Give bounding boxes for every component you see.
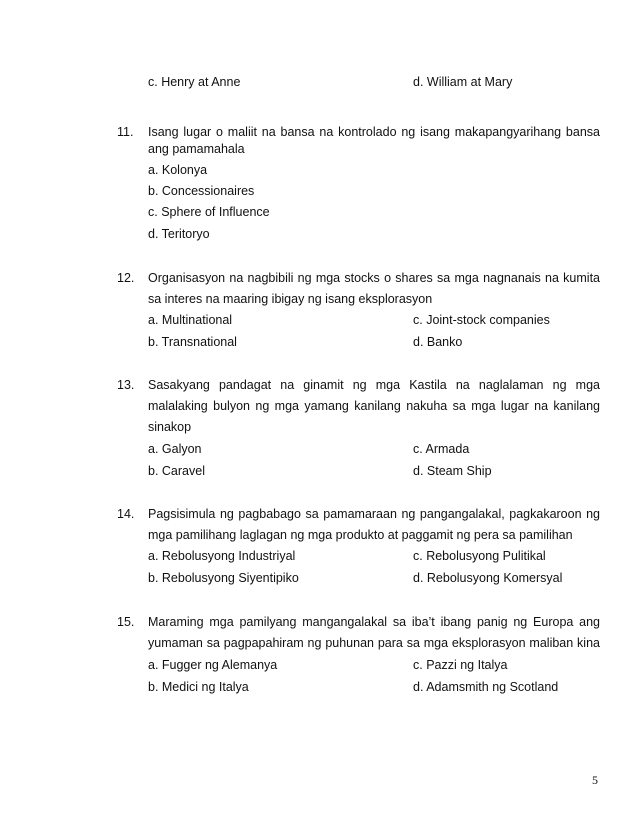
question-text: yumaman sa pagpapahiram ng puhunan para sa mga eksplorasyon maliban kina	[148, 636, 600, 650]
choice-c: c. Sphere of Influence	[148, 205, 270, 219]
choice-d: d. Banko	[413, 335, 463, 349]
choice-d: d. Teritoryo	[148, 227, 210, 241]
question-text: Organisasyon na nagbibili ng mga stocks o shares sa mga nagnanais na kumita	[148, 271, 600, 285]
question-text: Isang lugar o maliit na bansa na kontrolado ng isang makapangyarihang bansa	[148, 125, 600, 139]
choice-c: c. Joint-stock companies	[413, 313, 550, 327]
question-number: 13.	[117, 378, 135, 392]
page-number: 5	[592, 773, 598, 787]
question-number: 12.	[117, 271, 135, 285]
choice-b: b. Rebolusyong Siyentipiko	[148, 571, 299, 585]
choice-b: b. Transnational	[148, 335, 237, 349]
question-number: 15.	[117, 615, 135, 629]
question-text: ang pamamahala	[148, 142, 245, 156]
choice-d: d. Steam Ship	[413, 464, 492, 478]
question-text: malalaking bulyon ng mga yamang kanilang nakuha sa mga lugar na kanilang	[148, 399, 600, 413]
choice-a: a. Fugger ng Alemanya	[148, 658, 278, 672]
question-number: 11.	[117, 125, 134, 139]
choice-a: a. Multinational	[148, 313, 233, 327]
question-text: sinakop	[148, 420, 192, 434]
choice-a: a. Kolonya	[148, 163, 208, 177]
question-text: Pagsisimula ng pagbabago sa pamamaraan ng pangangalakal, pagkakaroon ng	[148, 507, 600, 521]
choice-c: c. Pazzi ng Italya	[413, 658, 508, 672]
question-text: Sasakyang pandagat na ginamit ng mga Kastila na naglalaman ng mga	[148, 378, 600, 392]
choice-a: a. Rebolusyong Industriyal	[148, 549, 296, 563]
choice-c: c. Rebolusyong Pulitikal	[413, 549, 546, 563]
choice-a: a. Galyon	[148, 442, 202, 456]
question-text: mga pamilihang laglagan ng mga produkto at paggamit ng pera sa pamilihan	[148, 528, 573, 542]
question-number: 14.	[117, 507, 135, 521]
choice-c: c. Armada	[413, 442, 470, 456]
choice-c: c. Henry at Anne	[148, 75, 241, 89]
choice-d: d. William at Mary	[413, 75, 513, 89]
choice-b: b. Concessionaires	[148, 184, 255, 198]
question-text: sa interes na maaring ibigay ng isang eksplorasyon	[148, 292, 433, 306]
choice-b: b. Caravel	[148, 464, 205, 478]
choice-d: d. Adamsmith ng Scotland	[413, 680, 559, 694]
choice-b: b. Medici ng Italya	[148, 680, 249, 694]
choice-d: d. Rebolusyong Komersyal	[413, 571, 563, 585]
question-text: Maraming mga pamilyang mangangalakal sa iba’t ibang panig ng Europa ang	[148, 615, 600, 629]
